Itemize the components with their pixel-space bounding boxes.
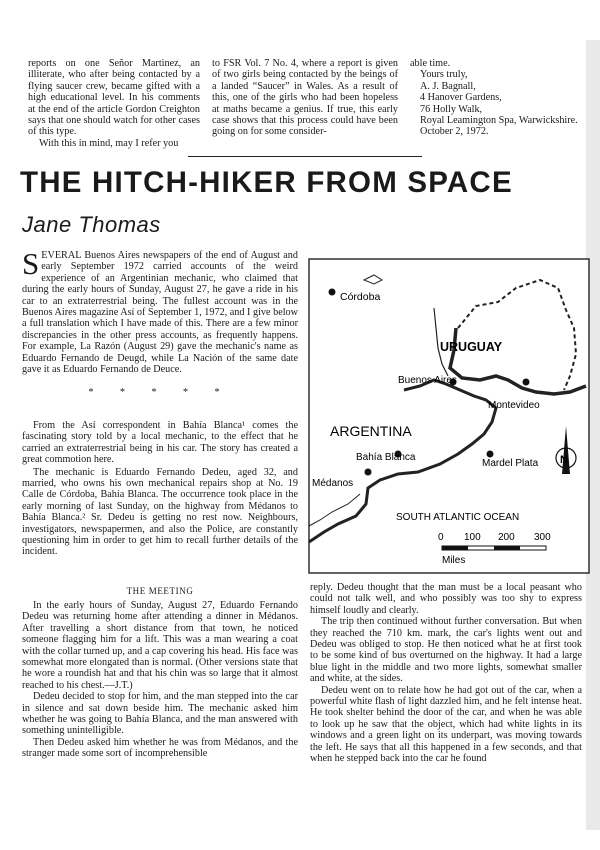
- letter-address-line: 76 Holly Walk,: [420, 103, 483, 115]
- body-paragraph: From the Así correspondent in Bahía Blanca¹ comes the fascinating story told by a local mechanic, to the effect that he carried an extraterrestrial being in his car. The story has created a great commotion here.: [22, 420, 298, 466]
- drop-cap: S: [22, 246, 40, 281]
- city-dot-cordoba: [329, 289, 336, 296]
- label-cordoba: Córdoba: [340, 291, 381, 303]
- scale-tick-label: 0: [438, 532, 444, 543]
- letter-signature: [410, 58, 582, 138]
- article-intro: [22, 246, 298, 409]
- letter-date: October 2, 1972.: [420, 126, 489, 138]
- letter-end-line: able time.: [410, 58, 451, 69]
- city-dot-medanos: [365, 469, 372, 476]
- label-uruguay: URUGUAY: [440, 340, 503, 354]
- body-paragraph: The mechanic is Eduardo Fernando Dedeu, aged 32, and married, who owns his own mechanical repairs shop at No. 19 Calle de Córdoba, Bahía Blanca. The occurrence took place in the early morning of last Sunday, on the highway from Médanos to Bahía Blanca.² Sr. Dedeu is getting no rest now. Neighbours, investigators, newspapermen, and also the Police, are constantly questioning him in order to get him to recall further details of the incident.: [22, 466, 298, 558]
- article-body-column-3: [310, 582, 582, 765]
- body-paragraph: In the early hours of Sunday, August 27, Eduardo Fernando Dedeu was returning home after attending a dinner in Médanos. After travelling a short distance from that town, he noticed someone flagging him for a lift. This was a man wearing a coat with the collar turned up, and a cap covering his head. His face was somewhat more elongated than is normal. (Other versions state that he wore a roundish hat and that his chin was so large that it almost reached to his chest.—J.T.): [22, 600, 298, 691]
- article-byline: Jane Thomas: [22, 212, 161, 237]
- article-body-column-1: [22, 420, 298, 559]
- letter-column-1: [28, 58, 200, 149]
- label-south-atlantic-ocean: SOUTH ATLANTIC OCEAN: [396, 512, 520, 523]
- label-montevideo: Montevideo: [488, 400, 540, 411]
- body-paragraph: reply. Dedeu thought that the man must be a local peasant who could not talk well, and who possibly was too shy to express himself loudly and clearly.: [310, 582, 582, 616]
- label-mar-del-plata: Mardel Plata: [482, 458, 539, 469]
- letter-address-line: Royal Leamington Spa, Warwickshire.: [420, 115, 578, 127]
- body-paragraph: Dedeu decided to stop for him, and the man stepped into the car in silence and sat down beside him. The mechanic asked him whether he was going to Bahía Blanca, and the man answered with something unintelligible.: [22, 691, 298, 737]
- body-paragraph: Then Dedeu asked him whether he was from Médanos, and the stranger made some sort of incomprehensible: [22, 736, 298, 760]
- intro-text: EVERAL Buenos Aires newspapers of the end of August and early September 1972 carried accounts of the weird experience of an Argentinian mechanic, who claimed that during the early hours of Sunday, August 27, he gave a ride in his car to an extraterrestrial being. The fullest account was in the Buenos Aires magazine Así of September 1, 1972, and I give below a full translation which I have made of this. There are a few minor discrepancies in the other press accounts, as frequently happens. For example, La Razón (August 29) gave the mechanic's name as Eduardo Fernando de Deugd, while La Nación of the same date gave it as Eduardo Fernando de Deuce.: [22, 250, 298, 376]
- scale-unit: Miles: [442, 555, 466, 566]
- letter-paragraph: reports on one Señor Martinez, an illiterate, who after being contacted by a flying saucer crew, became gifted with a high educational level. In his comments at the end of the article Gordon Creighton says that one should watch for other cases of this type.: [28, 58, 200, 138]
- body-paragraph: Dedeu went on to relate how he had got out of the car, when a powerful white flash of light dazzled him, and he felt intense heat. He took shelter behind the door of the car, and when he was able to look up he saw that the object, which had white lights in its windows and a green light on its underpart, was moving towards the left. He says that all this happened in a few seconds, and that when he stepped back into the car he found: [310, 684, 582, 765]
- article-headline: THE HITCH-HIKER FROM SPACE: [20, 166, 513, 199]
- label-bahia-blanca: Bahía Blanca: [356, 452, 416, 463]
- letter-paragraph: to FSR Vol. 7 No. 4, where a report is given of two girls being contacted by the beings of a landed “Saucer” in Wales. As a result of this, one of the girls who had been hopeless at maths became a genius. If true, this early case shows that this process could have been going on for some consider-: [212, 58, 398, 138]
- body-paragraph: The trip then continued without further conversation. But when they reached the 710 km. mark, the car's lights went out and Dedeu was obliged to stop. He then noticed what he at first took to be some kind of bus overturned on the highway. It had a large blue light in the middle and two more lights, somewhat smaller and white, at the sides.: [310, 616, 582, 685]
- letter-author: A. J. Bagnall,: [420, 80, 476, 92]
- label-north: N: [560, 454, 568, 466]
- map-frame: [309, 259, 589, 573]
- city-dot-mar-del-plata: [487, 451, 494, 458]
- scale-tick-label: 200: [498, 532, 515, 543]
- scale-tick-label: 300: [534, 532, 551, 543]
- label-medanos: Médanos: [312, 478, 354, 489]
- section-heading: THE MEETING: [126, 586, 194, 596]
- article-body-column-2: [22, 600, 298, 760]
- section-divider: [188, 156, 422, 157]
- label-argentina: ARGENTINA: [330, 423, 412, 439]
- scale-tick-label: 100: [464, 532, 481, 543]
- letter-column-2: [212, 58, 398, 138]
- region-map: [308, 258, 590, 574]
- label-buenos-aires: Buenos Aires: [398, 375, 457, 386]
- city-dot-montevideo: [523, 379, 530, 386]
- letter-paragraph: With this in mind, may I refer you: [39, 137, 179, 149]
- separator-stars: * * * * *: [88, 387, 232, 399]
- letter-closing: Yours truly,: [420, 69, 468, 81]
- letter-address-line: 4 Hanover Gardens,: [420, 92, 502, 104]
